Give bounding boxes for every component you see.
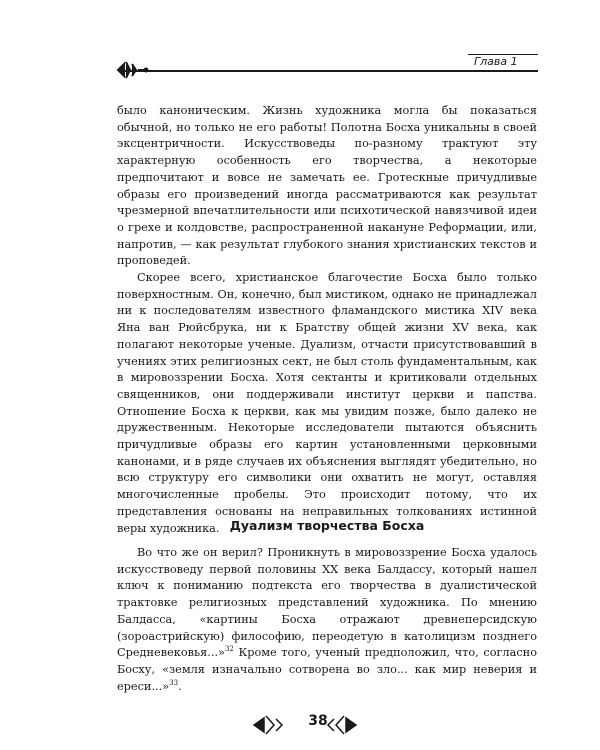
paragraph-3-text: Во что же он верил? Проникнуть в мировоззрение Босха удалось искусствоведу первой половины XX века Балдассу, который нашел ключ к пониманию подтекста его творчества в дуалистической трактовке религиозных представлений художника. По мнению Балдасса, «картины Босха отражают древнеперсидскую (зороастрийскую) философию, переодетую в католицизм позднего Средневековья...»	[117, 546, 537, 660]
body-text	[117, 103, 537, 537]
chapter-label: Глава 1	[474, 55, 518, 68]
page-header	[0, 0, 600, 90]
paragraph-3-end: .	[178, 679, 182, 693]
paragraph-3	[117, 545, 537, 695]
paragraph-3-continuation: Кроме того, ученый предположил, что, согласно Босху, «земля изначально сотворена во зло... как мир неверия и ереси...»	[117, 646, 537, 693]
section-title: Дуализм творчества Босха	[229, 518, 425, 533]
footnote-32[interactable]: 32	[224, 645, 234, 654]
footnote-33[interactable]: 33	[169, 678, 179, 687]
paragraph-2: Скорее всего, христианское благочестие Босха было только поверхностным. Он, конечно, был мистиком, однако не принадлежал ни к последователям известного фламандского мистика XIV века Яна ван Рюйсбрука, ни к Братству общей жизни XV века, как полагают некоторые ученые. Дуализм, отчасти присутствовавший в учениях этих религиозных сект, не был столь фундаментальным, как в мировоззрении Босха. Хотя сектанты и критиковали отдельных священников, они поддерживали институт церкви и папства. Отношение Босха к церкви, как мы увидим позже, было далеко не дружественным. Некоторые исследователи пытаются объяснить причудливые образы его картин установленными церковными канонами, и в ряде случаев их объяснения выглядят убедительно, но всю структуру его символики они охватить не могут, оставляя многочисленные пробелы. Это происходит потому, что их представления основаны на неправильных толкованиях истинной веры художника.	[117, 271, 537, 535]
paragraph-1: было каноническим. Жизнь художника могла бы показаться обычной, но только не его работы! Полотна Босха уникальны в своей эксцентричности. Искусствоведы по-разному трактуют эту характерную особенность его творчества, а некоторые предпочитают и вовсе не замечать ее. Гротескные причудливые образы его произведений иногда рассматриваются как результат чрезмерной впечатлительности или психотической навязчивой идеи о грехе и колдовстве, распространенной накануне Реформации, или, напротив, — как результат глубокого знания христианских текстов и проповедей.	[117, 104, 537, 268]
body-text-2	[117, 545, 537, 695]
page-number: 38	[308, 713, 328, 729]
